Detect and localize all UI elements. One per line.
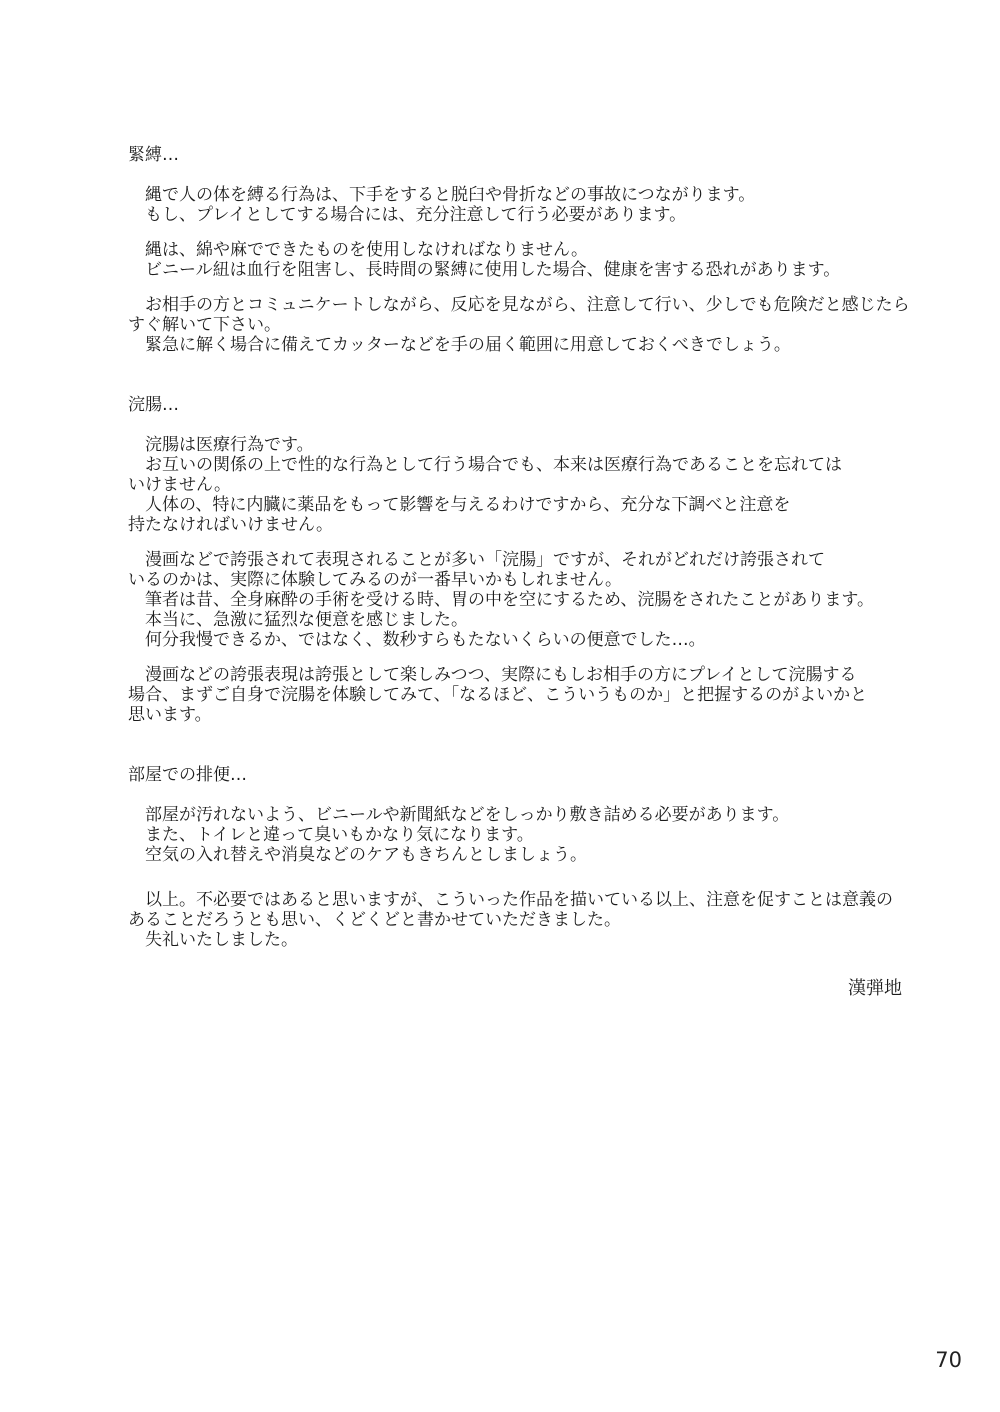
- section-title: 部屋での排便…: [128, 765, 247, 785]
- paragraph: [128, 295, 918, 355]
- text-line: いけません。: [128, 475, 232, 495]
- text-line: 持たなければいけません。: [128, 515, 334, 535]
- paragraph: [128, 890, 918, 950]
- text-line: 漫画などの誇張表現は誇張として楽しみつつ、実際にもしお相手の方にプレイとして浣腸する: [128, 665, 857, 685]
- paragraph: [128, 805, 918, 865]
- text-line: 部屋が汚れないよう、ビニールや新聞紙などをしっかり敷き詰める必要があります。: [128, 805, 790, 825]
- text-line: 本当に、急激に猛烈な便意を感じました。: [128, 610, 468, 630]
- text-line: すぐ解いて下さい。: [128, 315, 281, 335]
- section-title: 緊縛…: [128, 145, 179, 165]
- section-heya-de-no-haiben: [128, 765, 918, 865]
- author-signature: 漢弾地: [848, 978, 902, 999]
- text-line: 思います。: [128, 705, 212, 725]
- text-line: 緊急に解く場合に備えてカッターなどを手の届く範囲に用意しておくべきでしょう。: [128, 335, 791, 355]
- paragraph: [128, 240, 918, 280]
- text-line: 人体の、特に内臓に薬品をもって影響を与えるわけですから、充分な下調べと注意を: [128, 495, 791, 515]
- paragraph: [128, 665, 918, 725]
- text-line: 縄で人の体を縛る行為は、下手をすると脱臼や骨折などの事故につながります。: [128, 185, 756, 205]
- section-kinbaku: [128, 145, 918, 355]
- paragraph: [128, 185, 918, 225]
- text-line: 浣腸は医療行為です。: [128, 435, 314, 455]
- page-number: 70: [935, 1348, 962, 1372]
- text-line: 以上。不必要ではあると思いますが、こういった作品を描いている以上、注意を促すことは意義の: [128, 890, 893, 910]
- paragraph: [128, 550, 918, 650]
- text-line: また、トイレと違って臭いもかなり気になります。: [128, 825, 534, 845]
- text-line: お相手の方とコミュニケートしながら、反応を見ながら、注意して行い、少しでも危険だと感じたら: [128, 295, 910, 315]
- text-line: 場合、まずご自身で浣腸を体験してみて、「なるほど、こういうものか」と把握するのがよいかと: [128, 685, 868, 705]
- text-line: 何分我慢できるか、ではなく、数秒すらもたないくらいの便意でした…。: [128, 630, 706, 650]
- text-line: 空気の入れ替えや消臭などのケアもきちんとしましょう。: [128, 845, 587, 865]
- text-line: ビニール紐は血行を阻害し、長時間の緊縛に使用した場合、健康を害する恐れがあります。: [128, 260, 841, 280]
- section-kanchou: [128, 395, 918, 725]
- paragraph: [128, 435, 918, 535]
- text-line: お互いの関係の上で性的な行為として行う場合でも、本来は医療行為であることを忘れては: [128, 455, 842, 475]
- text-line: 失礼いたしました。: [128, 930, 298, 950]
- section-closing: [128, 890, 918, 1000]
- section-title: 浣腸…: [128, 395, 179, 415]
- text-line: いるのかは、実際に体験してみるのが一番早いかもしれません。: [128, 570, 623, 590]
- text-line: 縄は、綿や麻でできたものを使用しなければなりません。: [128, 240, 589, 260]
- text-line: 筆者は昔、全身麻酔の手術を受ける時、胃の中を空にするため、浣腸をされたことがあります。: [128, 590, 874, 610]
- page-content: [128, 145, 918, 1040]
- text-line: 漫画などで誇張されて表現されることが多い「浣腸」ですが、それがどれだけ誇張されて: [128, 550, 825, 570]
- text-line: もし、プレイとしてする場合には、充分注意して行う必要があります。: [128, 205, 687, 225]
- text-line: あることだろうとも思い、くどくどと書かせていただきました。: [128, 910, 621, 930]
